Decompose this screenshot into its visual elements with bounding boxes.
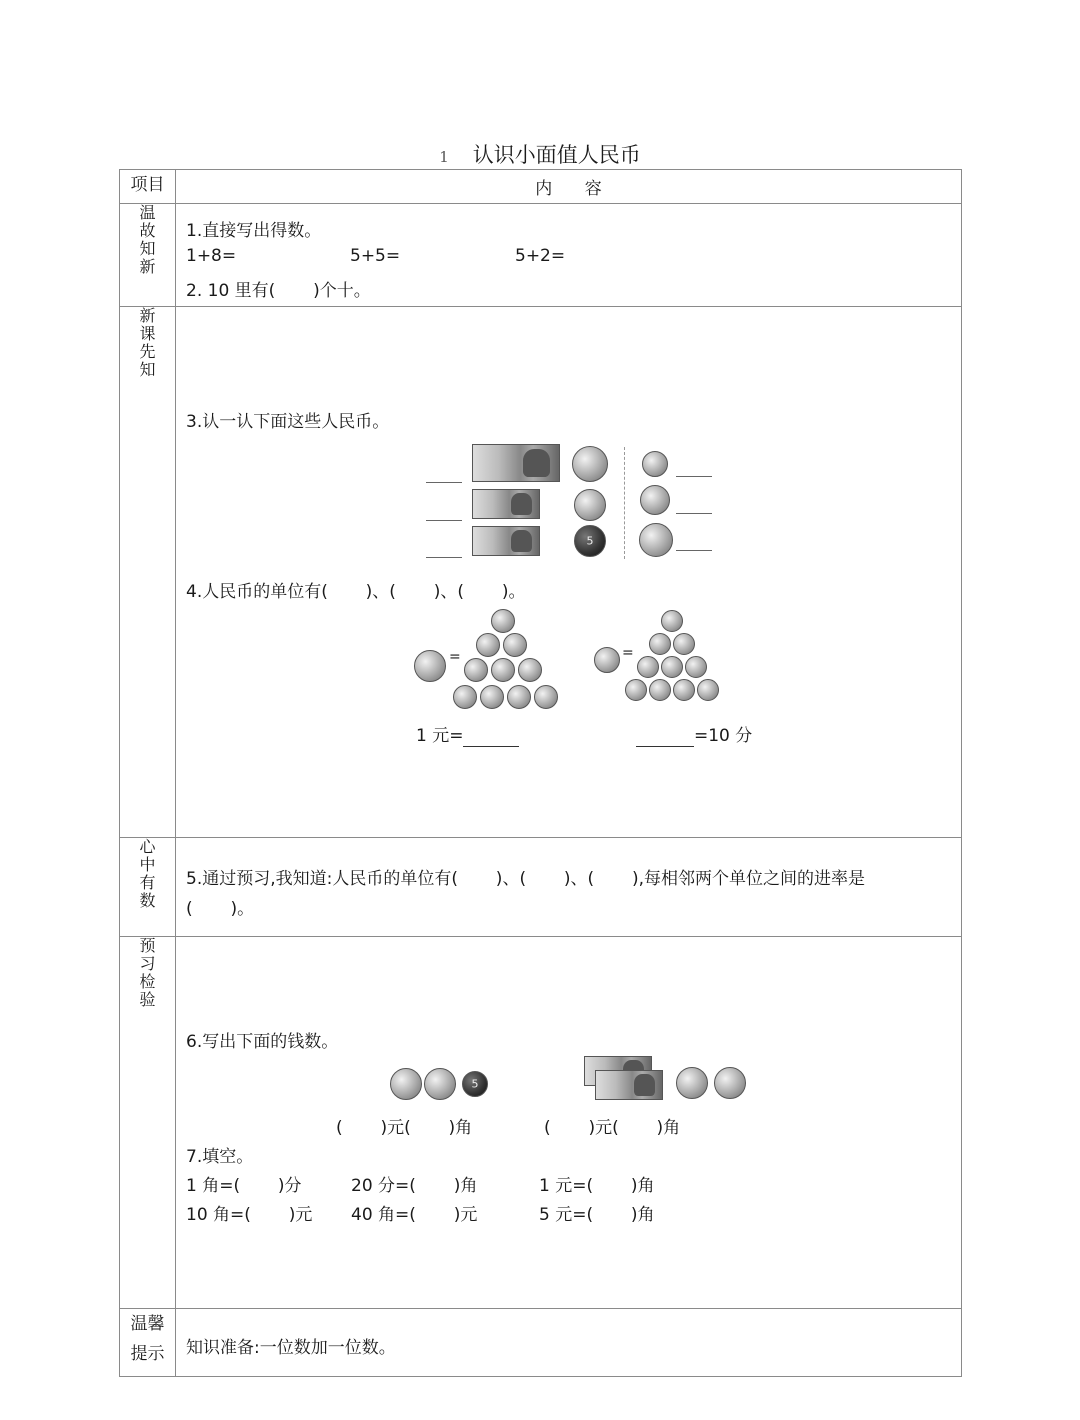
q7-item-3: 1 元=( )角 — [539, 1176, 655, 1196]
equation-2-blank[interactable] — [636, 726, 694, 747]
newlesson-content — [176, 307, 962, 838]
q1-item-1: 1+8= — [186, 246, 237, 266]
one-yuan-coin — [572, 446, 608, 482]
lesson-number: 1 — [439, 148, 449, 166]
one-jiao-coin — [594, 647, 620, 673]
jiao-coin — [480, 685, 504, 709]
check-label-cell — [120, 937, 176, 1309]
question-3: 3.认一认下面这些人民币。 — [186, 412, 390, 432]
check-row — [120, 937, 962, 1309]
equation-2-text: =10 分 — [694, 726, 753, 746]
q7-item-1: 1 角=( )分 — [186, 1176, 302, 1196]
q7-item-5: 40 角=( )元 — [351, 1205, 478, 1225]
one-jiao-banknote — [472, 526, 540, 556]
fen-coin — [697, 679, 719, 701]
newlesson-label-cell — [120, 307, 176, 838]
jiao-coin — [491, 658, 515, 682]
review-label-cell — [120, 204, 176, 307]
equation-1-text: 1 元= — [416, 726, 464, 746]
coin-denomination: 5 — [586, 534, 594, 548]
jiao-coin — [518, 658, 542, 682]
jiao-coin — [453, 685, 477, 709]
jiao-coin — [476, 633, 500, 657]
one-yuan-coin — [424, 1068, 456, 1100]
header-row — [120, 170, 962, 204]
check-content — [176, 937, 962, 1309]
answer-line — [676, 476, 712, 477]
five-jiao-banknote — [472, 489, 540, 519]
equals-sign: = — [449, 649, 461, 665]
question-1: 1.直接写出得数。 — [186, 221, 322, 241]
fen-coin — [673, 679, 695, 701]
lesson-title: 认识小面值人民币 — [472, 143, 641, 167]
one-yuan-coin — [714, 1067, 746, 1099]
one-yuan-coin — [676, 1067, 708, 1099]
newlesson-label: 新课先知 — [139, 306, 156, 379]
header-item-cell — [120, 170, 176, 204]
answer-line — [676, 513, 712, 514]
newlesson-row — [120, 307, 962, 838]
review-label: 温故知新 — [139, 203, 156, 276]
header-item-label: 项目 — [130, 175, 165, 195]
question-2: 2. 10 里有( )个十。 — [186, 281, 371, 301]
q6-answer-2: ( )元( )角 — [544, 1118, 681, 1138]
answer-line — [426, 557, 462, 558]
question-7: 7.填空。 — [186, 1147, 254, 1167]
one-jiao-coin-large — [640, 485, 670, 515]
five-jiao-coin — [574, 489, 606, 521]
fen-coin — [673, 633, 695, 655]
q1-item-3: 5+2= — [515, 246, 566, 266]
q7-item-4: 10 角=( )元 — [186, 1205, 313, 1225]
q7-item-6: 5 元=( )角 — [539, 1205, 655, 1225]
worksheet-table — [119, 169, 962, 1377]
fen-coin — [685, 656, 707, 678]
equation-1 — [416, 721, 519, 747]
question-4: 4.人民币的单位有( )、( )、( )。 — [186, 582, 526, 602]
question-5-line-2: ( )。 — [186, 899, 255, 919]
jiao-coin — [534, 685, 558, 709]
review-content — [176, 204, 962, 307]
tip-text: 知识准备:一位数加一位数。 — [186, 1338, 396, 1358]
one-jiao-coin-old — [639, 523, 673, 557]
page-title — [0, 139, 1080, 169]
answer-line — [426, 482, 462, 483]
tip-content — [176, 1309, 962, 1377]
jiao-coin — [464, 658, 488, 682]
five-jiao-dark-coin — [574, 525, 606, 557]
answer-line — [426, 520, 462, 521]
header-content-label: 内 容 — [535, 179, 602, 199]
summary-label-cell — [120, 838, 176, 937]
q7-item-2: 20 分=( )角 — [351, 1176, 478, 1196]
answer-line — [676, 550, 712, 551]
jiao-coin — [503, 633, 527, 657]
summary-content — [176, 838, 962, 937]
q1-item-2: 5+5= — [350, 246, 401, 266]
equals-sign: = — [622, 645, 634, 661]
summary-row — [120, 838, 962, 937]
question-5-line-1: 5.通过预习,我知道:人民币的单位有( )、( )、( ),每相邻两个单位之间的进率是 — [186, 869, 866, 889]
q6-answer-1: ( )元( )角 — [336, 1118, 473, 1138]
check-label: 预习检验 — [139, 936, 156, 1009]
review-row — [120, 204, 962, 307]
one-yuan-banknote — [472, 444, 560, 482]
fen-coin — [661, 610, 683, 632]
tip-label: 温馨提示 — [130, 1314, 165, 1364]
header-content-cell — [176, 170, 962, 204]
tip-label-cell — [120, 1309, 176, 1377]
one-yuan-coin — [390, 1068, 422, 1100]
one-yuan-coin — [414, 650, 446, 682]
divider — [624, 447, 625, 559]
jiao-coin — [507, 685, 531, 709]
fen-coin — [637, 656, 659, 678]
one-jiao-coin — [642, 451, 668, 477]
fen-coin — [625, 679, 647, 701]
question-6: 6.写出下面的钱数。 — [186, 1032, 339, 1052]
equation-2 — [636, 721, 752, 747]
summary-label: 心中有数 — [139, 837, 156, 910]
fen-coin — [661, 656, 683, 678]
tip-row — [120, 1309, 962, 1377]
fen-coin — [649, 633, 671, 655]
five-jiao-dark-coin: 5 — [462, 1071, 488, 1097]
equation-1-blank[interactable] — [463, 726, 519, 747]
five-jiao-banknote — [595, 1070, 663, 1100]
fen-coin — [649, 679, 671, 701]
jiao-coin — [491, 609, 515, 633]
